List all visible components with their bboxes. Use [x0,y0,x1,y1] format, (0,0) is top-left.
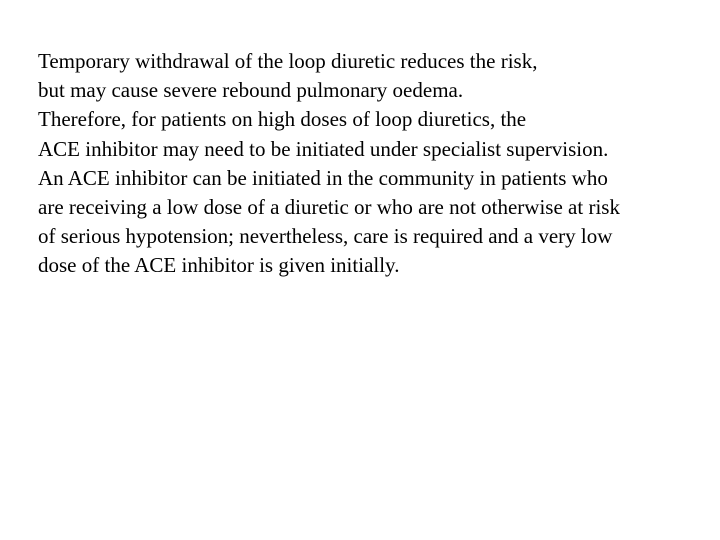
text-line: Therefore, for patients on high doses of loop diuretics, the [38,107,527,132]
text-line: Temporary withdrawal of the loop diuretic reduces the risk, [38,49,538,73]
body-text [38,47,713,281]
text-line: dose of the ACE inhibitor is given initially. [38,253,400,278]
text-line: An ACE inhibitor can be initiated in the community in patients who [38,165,608,190]
text-line: but may cause severe rebound pulmonary oedema. [38,78,464,103]
text-line: of serious hypotension; nevertheless, care is required and a very low [38,224,613,249]
text-line: are receiving a low dose of a diuretic or who are not otherwise at risk [38,195,620,220]
text-line: ACE inhibitor may need to be initiated under specialist supervision. [38,136,609,161]
